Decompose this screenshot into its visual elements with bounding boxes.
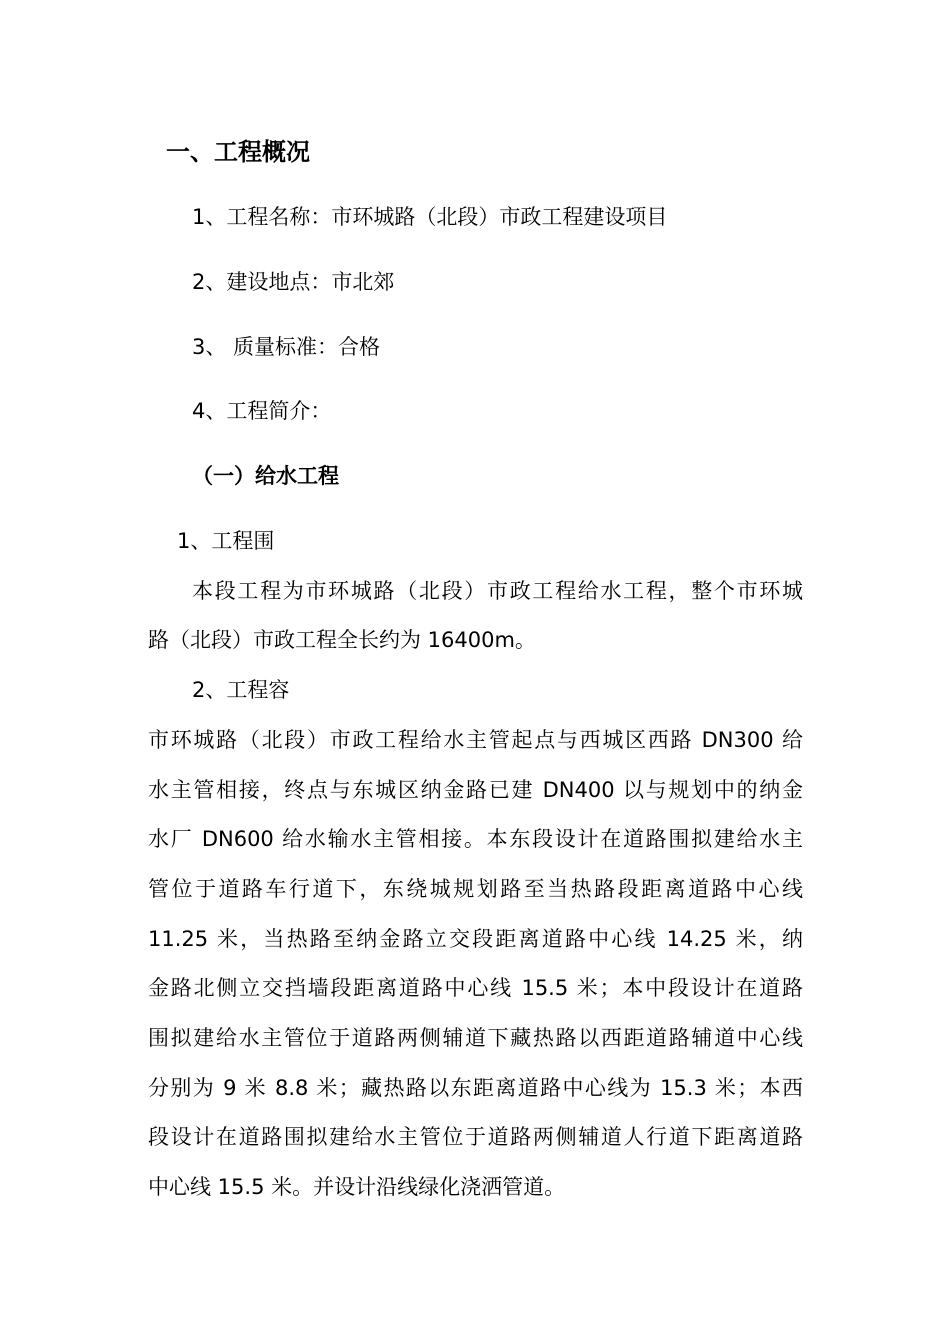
subsection-heading: （一）给水工程 (192, 464, 339, 488)
content-paragraph-line: 管位于道路车行道下，东绕城规划路至当热路段距离道路中心线 (148, 877, 803, 901)
content-paragraph-line: 围拟建给水主管位于道路两侧辅道下藏热路以西距道路辅道中心线 (148, 1026, 803, 1050)
content-paragraph-line: 水主管相接，终点与东城区纳金路已建 DN400 以与规划中的纳金 (148, 778, 803, 802)
content-paragraph-line: 分别为 9 米 8.8 米；藏热路以东距离道路中心线为 15.3 米；本西 (148, 1076, 803, 1100)
content-title: 2、工程容 (192, 678, 290, 702)
overview-item-location: 2、建设地点：市北郊 (192, 270, 395, 294)
scope-title: 1、工程围 (177, 529, 275, 553)
section-heading: 一、工程概况 (166, 138, 310, 166)
content-paragraph-line: 水厂 DN600 给水输水主管相接。本东段设计在道路围拟建给水主 (148, 827, 803, 851)
content-paragraph-line: 市环城路（北段）市政工程给水主管起点与西城区西路 DN300 给 (148, 728, 803, 752)
scope-paragraph-line: 本段工程为市环城路（北段）市政工程给水工程，整个市环城 (192, 579, 803, 603)
scope-paragraph-line: 路（北段）市政工程全长约为 16400m。 (148, 628, 536, 652)
overview-item-project-brief: 4、工程简介： (192, 399, 332, 423)
content-paragraph-line: 段设计在道路围拟建给水主管位于道路两侧辅道人行道下距离道路 (148, 1125, 803, 1149)
overview-item-quality-standard: 3、 质量标准：合格 (192, 335, 381, 359)
content-paragraph-line: 中心线 15.5 米。并设计沿线绿化浇洒管道。 (148, 1175, 566, 1199)
overview-item-project-name: 1、工程名称：市环城路（北段）市政工程建设项目 (192, 205, 668, 229)
content-paragraph-line: 金路北侧立交挡墙段距离道路中心线 15.5 米；本中段设计在道路 (148, 976, 803, 1000)
content-paragraph-line: 11.25 米，当热路至纳金路立交段距离道路中心线 14.25 米，纳 (148, 927, 803, 951)
